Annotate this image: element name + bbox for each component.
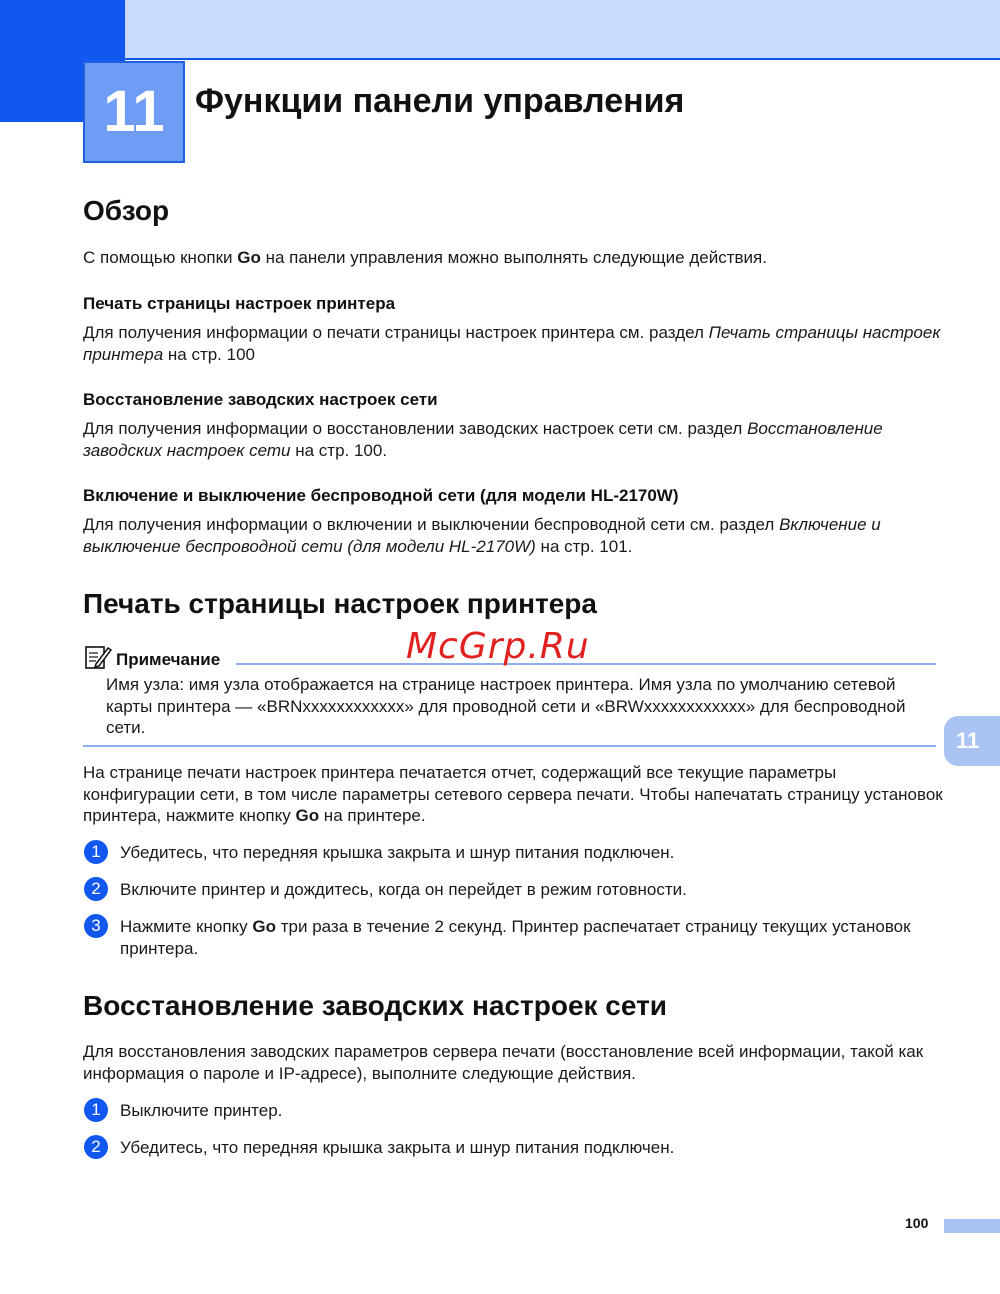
step-number-badge: 1 <box>84 1098 108 1122</box>
note-label: Примечание <box>116 650 221 669</box>
print-settings-heading: Печать страницы настроек принтера <box>83 588 597 619</box>
cross-reference-link[interactable]: Восстановление заводских настроек сети <box>83 419 883 460</box>
step-text: Включите принтер и дождитесь, когда он перейдет в режим готовности. <box>120 880 687 899</box>
subsection-text-reset: Для получения информации о восстановлении заводских настроек сети см. раздел Восстановление заводских настроек сети на стр. 100. <box>83 419 883 460</box>
print-settings-paragraph: На странице печати настроек принтера печатается отчет, содержащий все текущие параметры конфигурации сети, в том числе параметры сетевого сервера печати. Чтобы напечатать страницу установок принтера, нажмите кнопку Go на принтере. <box>83 763 943 825</box>
page-footer-bar <box>944 1219 1000 1233</box>
step-text: Убедитесь, что передняя крышка закрыта и шнур питания подключен. <box>120 843 675 862</box>
step-number-badge: 3 <box>84 914 108 938</box>
step-number-badge: 1 <box>84 840 108 864</box>
subsection-text-wireless: Для получения информации о включении и выключении беспроводной сети см. раздел Включение и выключение беспроводной сети (для модели HL-2170W) на стр. 101. <box>83 515 881 556</box>
subsection-heading-wireless: Включение и выключение беспроводной сети (для модели HL-2170W) <box>83 486 679 505</box>
page-number: 100 <box>905 1215 929 1231</box>
header-band <box>125 0 1000 60</box>
step-number-badge: 2 <box>84 1135 108 1159</box>
chapter-number-box: 11 <box>83 61 185 163</box>
subsection-heading-reset: Восстановление заводских настроек сети <box>83 390 438 409</box>
chapter-side-tab: 11 <box>944 716 1000 766</box>
note-divider-bottom <box>83 745 936 747</box>
step-number-badge: 2 <box>84 877 108 901</box>
factory-reset-paragraph: Для восстановления заводских параметров сервера печати (восстановление всей информации, такой как информация о пароле и IP-адресе), выполните следующие действия. <box>83 1042 924 1083</box>
chapter-title: Функции панели управления <box>195 82 685 120</box>
step-text: Выключите принтер. <box>120 1101 283 1120</box>
overview-heading: Обзор <box>83 195 170 226</box>
subsection-heading-print: Печать страницы настроек принтера <box>83 294 396 313</box>
cross-reference-link[interactable]: Включение и выключение беспроводной сети (для модели HL-2170W) <box>83 515 881 556</box>
step-text: Нажмите кнопку Go три раза в течение 2 секунд. Принтер распечатает страницу текущих установок принтера. <box>120 917 911 958</box>
note-text: Имя узла: имя узла отображается на странице настроек принтера. Имя узла по умолчанию сетевой карты принтера — «BRNxxxxxxxxxxxx» для проводной сети и «BRWxxxxxxxxxxxx» для беспроводной сети. <box>106 675 906 737</box>
factory-reset-heading: Восстановление заводских настроек сети <box>83 990 668 1021</box>
note-pencil-icon <box>84 644 112 670</box>
step-text: Убедитесь, что передняя крышка закрыта и шнур питания подключен. <box>120 1138 675 1157</box>
overview-intro: С помощью кнопки Go на панели управления можно выполнять следующие действия. <box>83 248 767 267</box>
cross-reference-link[interactable]: Печать страницы настроек принтера <box>83 323 941 364</box>
watermark: McGrp.Ru <box>406 626 590 667</box>
subsection-text-print: Для получения информации о печати страницы настроек принтера см. раздел Печать страницы настроек принтера на стр. 100 <box>83 323 941 364</box>
